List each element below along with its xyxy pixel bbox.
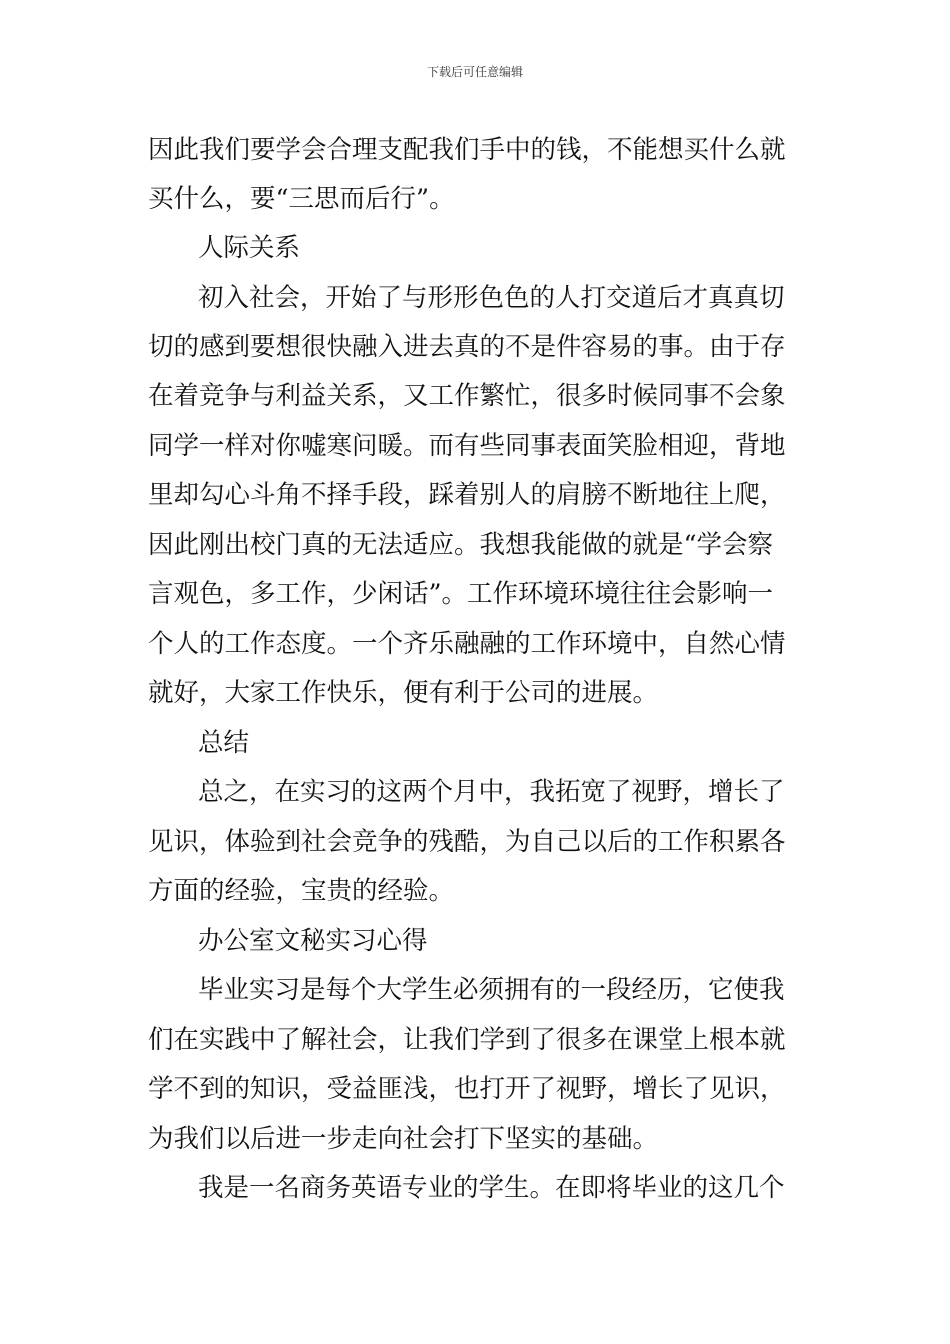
body-text-line: 买什么，要“三思而后行”。	[148, 184, 455, 214]
body-text-line: 因此我们要学会合理支配我们手中的钱，不能想买什么就	[148, 135, 786, 165]
body-text-line: 里却勾心斗角不择手段，踩着别人的肩膀不断地往上爬，	[148, 480, 786, 510]
body-text-line: 见识，体验到社会竞争的残酷，为自己以后的工作积累各	[148, 827, 786, 857]
body-text-line: 总之，在实习的这两个月中，我拓宽了视野，增长了	[198, 777, 785, 807]
body-text-line: 同学一样对你嘘寒问暖。而有些同事表面笑脸相迎，背地	[148, 431, 786, 461]
body-text-line: 在着竞争与利益关系，又工作繁忙，很多时候同事不会象	[148, 381, 786, 411]
body-text-line: 学不到的知识，受益匪浅，也打开了视野，增长了见识，	[148, 1074, 786, 1104]
section-heading: 办公室文秘实习心得	[198, 926, 428, 956]
body-text-line: 毕业实习是每个大学生必须拥有的一段经历，它使我	[198, 975, 785, 1005]
body-text-line: 我是一名商务英语专业的学生。在即将毕业的这几个	[198, 1173, 785, 1203]
page-header-note: 下载后可任意编辑	[426, 65, 523, 79]
body-text-line: 个人的工作态度。一个齐乐融融的工作环境中，自然心情	[148, 629, 786, 659]
section-heading: 人际关系	[198, 233, 301, 263]
body-text-line: 为我们以后进一步走向社会打下坚实的基础。	[148, 1124, 659, 1154]
body-text-line: 因此刚出校门真的无法适应。我想我能做的就是“学会察	[148, 530, 774, 560]
body-text-line: 初入社会，开始了与形形色色的人打交道后才真真切	[198, 283, 785, 313]
body-text-line: 方面的经验，宝贵的经验。	[148, 876, 455, 906]
body-text-line: 们在实践中了解社会，让我们学到了很多在课堂上根本就	[148, 1025, 786, 1055]
body-text-line: 就好，大家工作快乐，便有利于公司的进展。	[148, 678, 659, 708]
body-text-line: 言观色，多工作，少闲话”。工作环境环境往往会影响一	[148, 579, 774, 609]
section-heading: 总结	[198, 728, 250, 758]
body-text-line: 切的感到要想很快融入进去真的不是件容易的事。由于存	[148, 332, 786, 362]
